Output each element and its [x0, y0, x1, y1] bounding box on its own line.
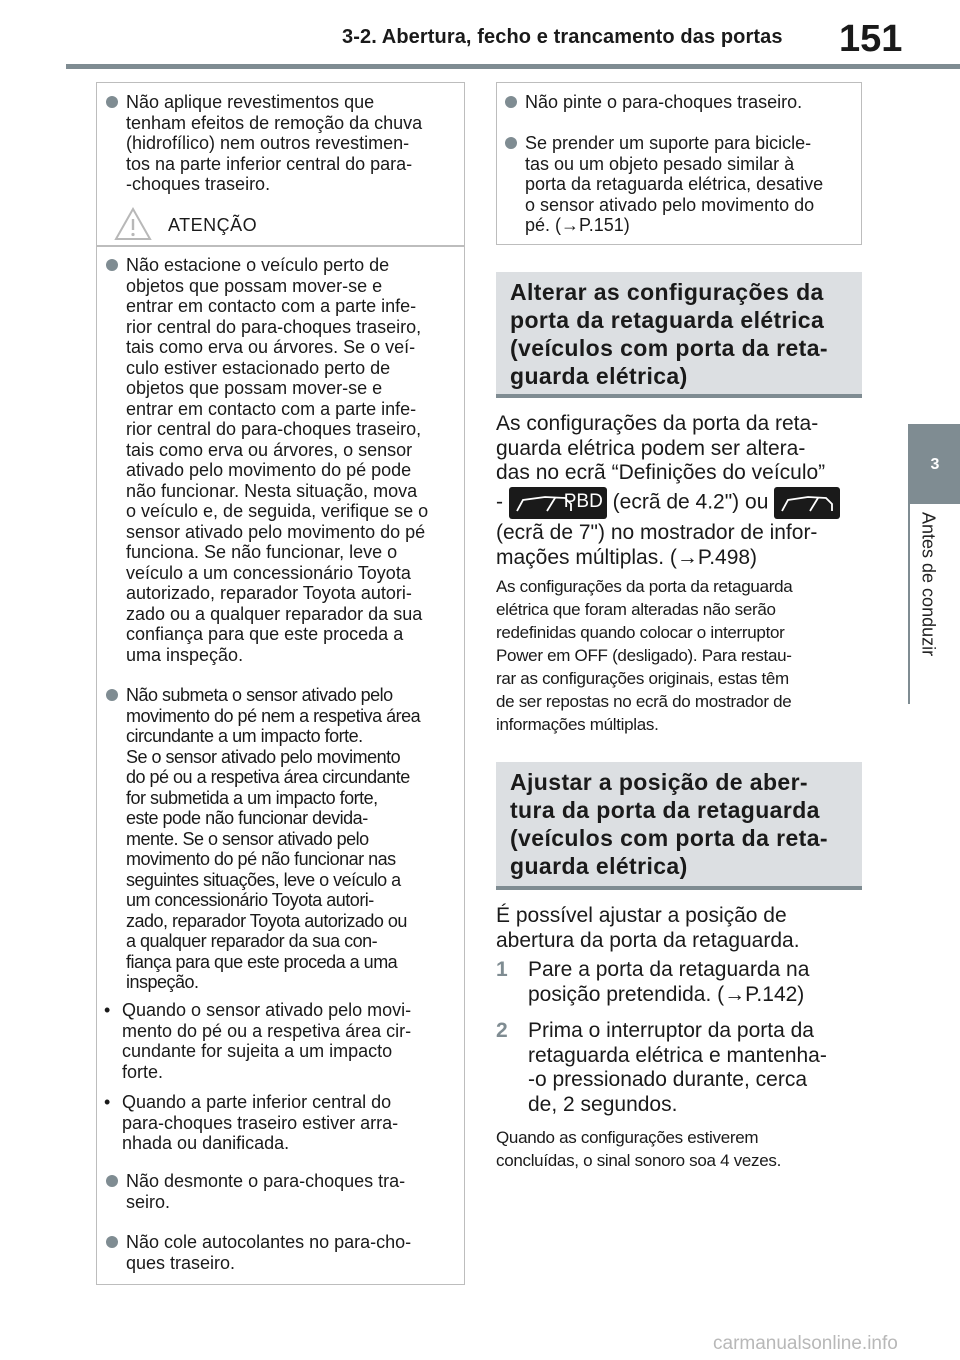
paragraph-with-icons: - PBD (ecrã de 4.2") ou	[496, 487, 866, 519]
car-icon	[774, 487, 840, 519]
bullet-icon	[106, 1175, 118, 1187]
step-number: 2	[496, 1019, 508, 1042]
bullet-icon	[505, 96, 517, 108]
chapter-label-wrap	[908, 512, 948, 712]
list-item: Não aplique revestimentos que tenham efeitos de remoção da chuva (hidrofílico) nem outros revestimen- tos na parte inferior central do para- -choques traseiro.	[106, 92, 456, 195]
section-heading-rule	[496, 886, 862, 890]
list-item: Se prender um suporte para bicicle- tas ou um objeto pesado similar à porta da retaguarda elétrica, desative o sensor ativado pelo movimento do pé. (→P.151)	[505, 133, 855, 236]
bullet-icon	[106, 96, 118, 108]
section-heading: Alterar as configurações da porta da retaguarda elétrica (veículos com porta da reta- guarda elétrica)	[496, 272, 862, 398]
section-heading: Ajustar a posição de aber- tura da porta da retaguarda (veículos com porta da reta- guarda elétrica)	[496, 762, 862, 890]
sub-list-item: • Quando o sensor ativado pelo movi- mento do pé ou a respetiva área cir- cundante for sujeita a um impacto forte.	[104, 1000, 412, 1082]
watermark: carmanualsonline.info	[713, 1333, 898, 1354]
bullet-icon	[106, 689, 118, 701]
caution-label: ATENÇÃO	[168, 215, 258, 235]
bullet-icon	[505, 137, 517, 149]
list-item: Não submeta o sensor ativado pelo movimento do pé nem a respetiva área circundante a um impacto forte. Se o sensor ativado pelo movimento do pé ou a respetiva área circundante for submetida a um impacto forte, este pode não funcionar devida- mente. Se o sensor ativado pelo movimento do pé não funcionar nas seguintes situações, leve o veículo a um concessionário Toyota autori- zado, reparador Toyota autorizado ou a qualquer reparador da sua con- fiança para que este proceda a uma inspeção.	[106, 685, 458, 993]
bullet-icon	[106, 259, 118, 271]
page-number: 151	[839, 18, 903, 60]
sub-bullet: •	[104, 1000, 111, 1020]
note-paragraph: Quando as configurações estiverem concluídas, o sinal sonoro soa 4 vezes.	[496, 1128, 782, 1170]
warning-triangle-icon	[113, 206, 153, 242]
car-pbd-icon: PBD	[509, 487, 607, 519]
caution-divider	[97, 245, 464, 247]
paragraph: As configurações da porta da reta- guarda elétrica podem ser altera- das no ecrã “Definições do veículo”	[496, 412, 826, 484]
step-item: 1 Pare a porta da retaguarda na posição pretendida. (→P.142)	[496, 958, 810, 1006]
header-rule	[66, 64, 960, 69]
bullet-icon	[106, 1236, 118, 1248]
sub-bullet: •	[104, 1092, 111, 1112]
list-item: Não pinte o para-choques traseiro.	[505, 92, 855, 113]
note-paragraph: As configurações da porta da retaguarda elétrica que foram alteradas não serão redefinidas quando colocar o interruptor Power em OFF (desligado). Para restau- rar as configurações originais, estas têm de ser repostas no ecrã do mostrador de informações múltiplas.	[496, 577, 793, 734]
sub-list-item: • Quando a parte inferior central do para-choques traseiro estiver arra- nhada ou danificada.	[104, 1092, 399, 1153]
chapter-label: Antes de conduzir	[918, 512, 939, 657]
section-heading-rule	[496, 394, 862, 398]
list-item: Não desmonte o para-choques tra- seiro.	[106, 1171, 456, 1212]
list-item: Não cole autocolantes no para-cho- ques traseiro.	[106, 1232, 456, 1273]
paragraph: É possível ajustar a posição de abertura da porta da retaguarda.	[496, 904, 800, 952]
section-title: 3-2. Abertura, fecho e trancamento das portas	[342, 26, 783, 48]
step-number: 1	[496, 958, 508, 981]
list-item: Não estacione o veículo perto de objetos que possam mover-se e entrar em contacto com a parte infe- rior central do para-choques traseiro, tais como erva ou árvores. Se o veí- culo estiver estacionado perto de objetos que possam mover-se e entrar em contacto com a parte infe- rior central do para-choques traseiro, tais como erva ou árvores, o sensor ativado pelo movimento do pé pode não funcionar. Nesta situação, mova o veículo e, de seguida, verifique se o sensor ativado pelo movimento do pé funciona. Se não funcionar, leve o veículo a um concessionário Toyota autorizado, reparador Toyota autori- zado ou a qualquer reparador da sua confiança para que este proceda a uma inspeção.	[106, 255, 456, 665]
step-item: 2 Prima o interruptor da porta da retaguarda elétrica e mantenha- -o pressionado durante, cerca de, 2 segundos.	[496, 1019, 827, 1116]
paragraph: (ecrã de 7") no mostrador de infor- mações múltiplas. (→P.498)	[496, 521, 818, 569]
chapter-number: 3	[930, 456, 940, 473]
